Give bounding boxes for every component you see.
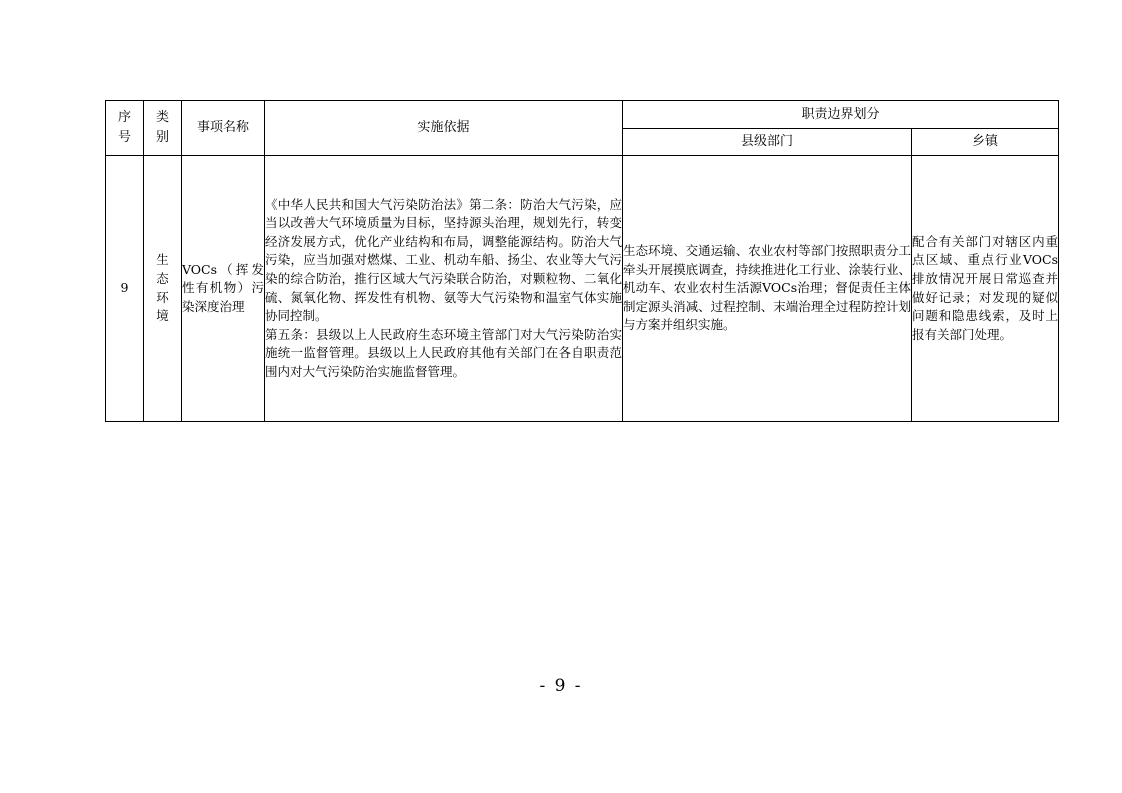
row-basis — [265, 156, 623, 422]
page-number: - 9 - — [539, 676, 583, 696]
header-township: 乡镇 — [912, 129, 1059, 156]
header-basis: 实施依据 — [265, 101, 623, 156]
header-county: 县级部门 — [623, 129, 912, 156]
row-seq: 9 — [106, 156, 144, 422]
row-county-duty: 生态环境、交通运输、农业农村等部门按照职责分工牵头开展摸底调查，持续推进化工行业、涂装行业、机动车、农业农村生活源VOCs治理；督促责任主体制定源头消减、过程控制、末端治理全过程防控计划与方案并组织实施。 — [623, 156, 912, 422]
table-row — [106, 156, 1059, 422]
header-category: 类别 — [144, 101, 182, 156]
row-township-duty: 配合有关部门对辖区内重点区域、重点行业VOCs排放情况开展日常巡查并做好记录；对发现的疑似问题和隐患线索，及时上报有关部门处理。 — [912, 156, 1059, 422]
header-seq: 序号 — [106, 101, 144, 156]
row-category: 生态环境 — [144, 156, 182, 422]
header-responsibility: 职责边界划分 — [623, 101, 1059, 129]
basis-paragraph-1: 《中华人民共和国大气污染防治法》第二条：防治大气污染，应当以改善大气环境质量为目标，坚持源头治理，规划先行，转变经济发展方式，优化产业结构和布局，调整能源结构。防治大气污染，应当加强对燃煤、工业、机动车船、扬尘、农业等大气污染的综合防治，推行区域大气污染联合防治，对颗粒物、二氧化硫、氮氧化物、挥发性有机物、氨等大气污染物和温室气体实施协同控制。 — [265, 196, 622, 324]
header-row-top — [106, 101, 1059, 129]
responsibility-table — [105, 100, 1059, 422]
header-item-name: 事项名称 — [182, 101, 265, 156]
basis-paragraph-2: 第五条：县级以上人民政府生态环境主管部门对大气污染防治实施统一监督管理。县级以上人民政府其他有关部门在各自职责范围内对大气污染防治实施监督管理。 — [265, 326, 622, 379]
row-item-name: VOCs（挥发性有机物）污染深度治理 — [182, 156, 265, 422]
